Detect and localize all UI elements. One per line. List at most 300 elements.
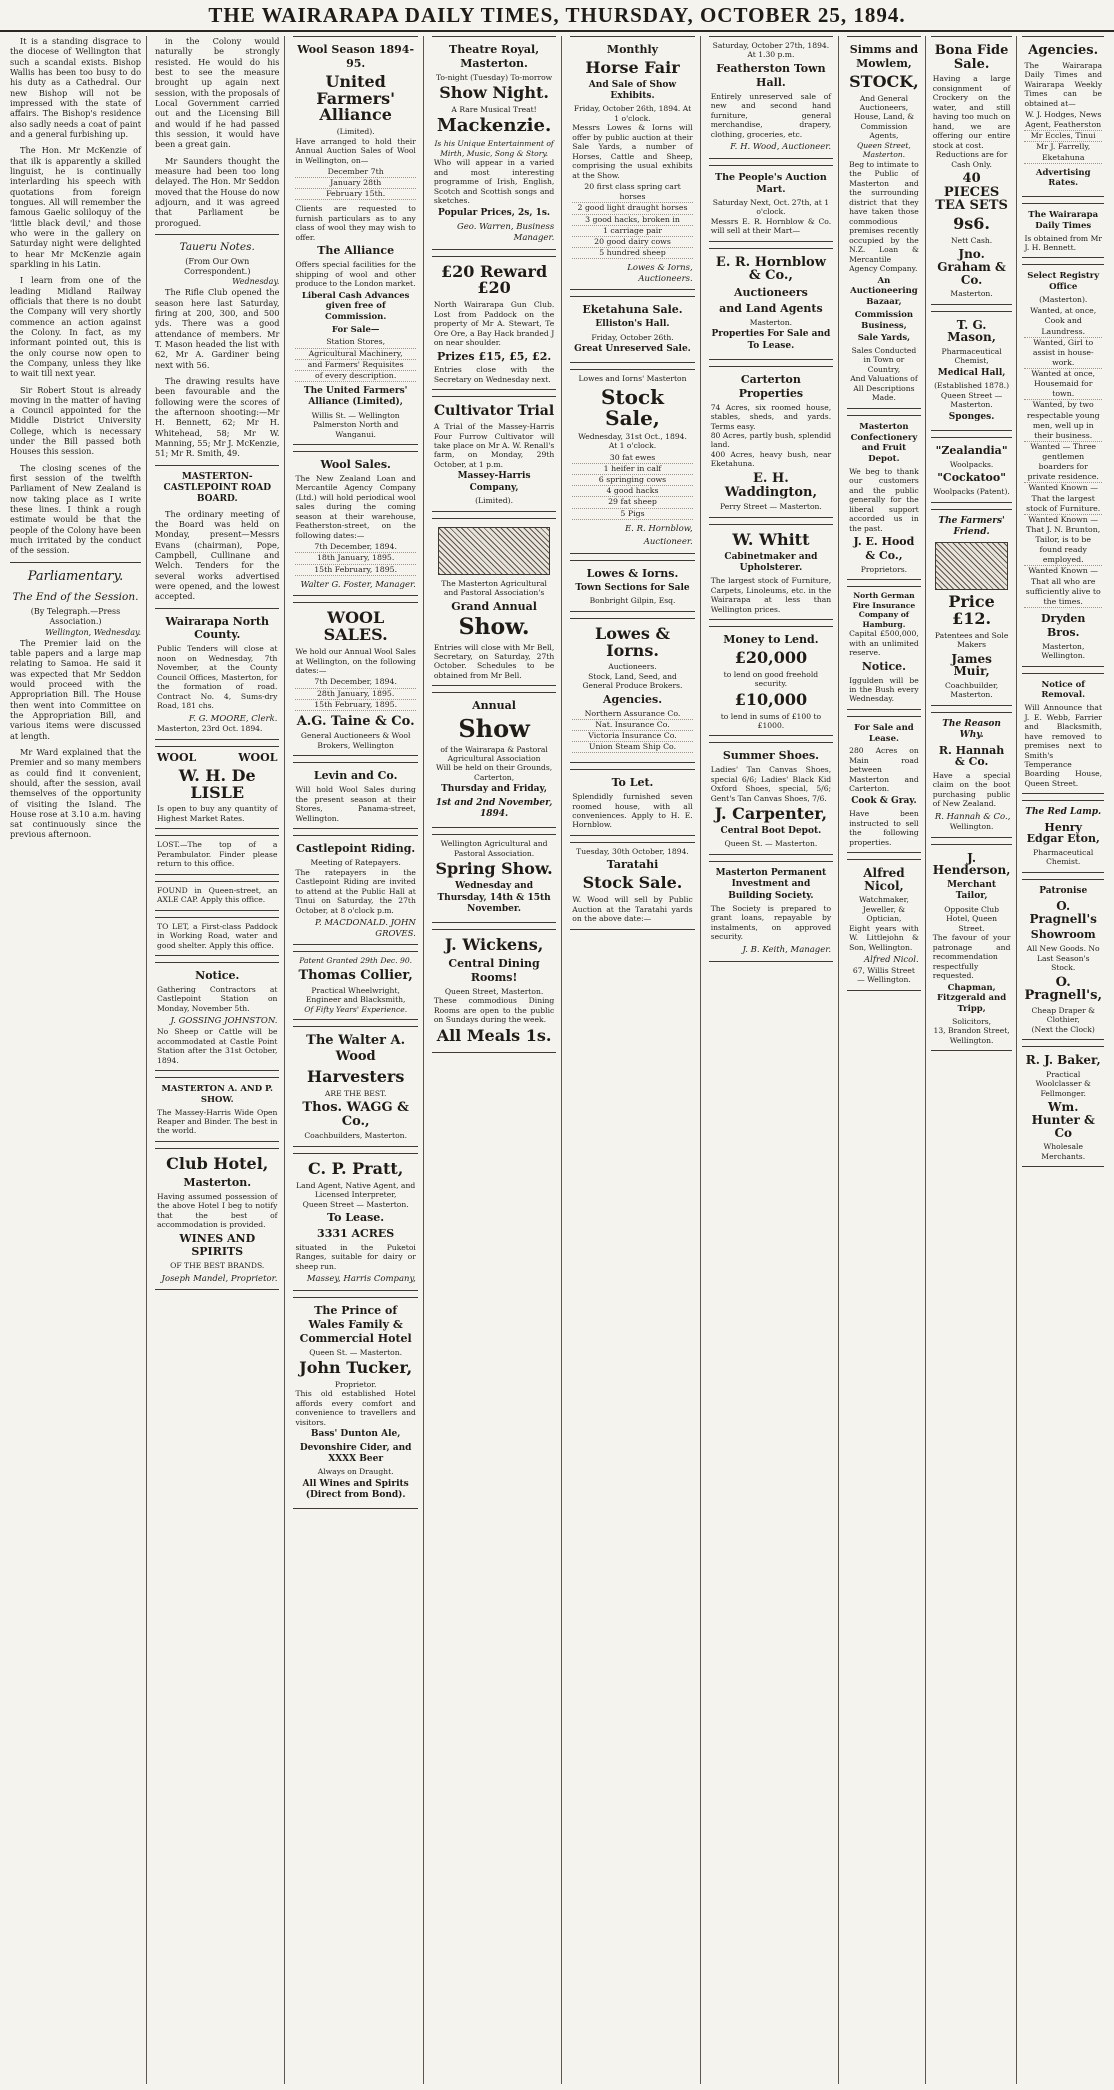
advertisement	[293, 762, 417, 829]
advertisement	[155, 608, 279, 740]
ad-text: A Trial of the Massey-Harris Four Furrow Cultivator will take place on Mr A. W. Renall's farm, on Monday, 29th October, at 1 p.m.	[433, 422, 555, 469]
ad-subtitle: Prizes £15, £5, £2.	[436, 349, 552, 363]
list-item: of every description.	[295, 371, 415, 382]
ad-subtitle: Sale Yards,	[857, 333, 911, 344]
list-item: Northern Assurance Co.	[572, 709, 692, 720]
ad-title: R. J. Baker,	[1025, 1053, 1101, 1068]
ad-text: Sales Conducted in Town or Country,	[851, 345, 917, 374]
advertisement	[847, 716, 921, 853]
advertisement	[709, 248, 833, 360]
advertisement	[570, 769, 694, 836]
ad-subtitle: Advertising Rates.	[1035, 167, 1091, 189]
ad-title: Castlepoint Riding.	[296, 842, 416, 856]
ad-text: These commodious Dining Rooms are open to the public on Sundays during the week.	[433, 996, 555, 1025]
ad-subtitle: And General Auctioneers, House, Land, & Commission Agents,	[853, 93, 915, 141]
article-paragraph: The Premier laid on the table papers and a large map relating to Samoa. He said it was expected that Mr Seddon would proceed with the Appropriation Bill. The House then went into Committee on the Appropriation Bill, and various items were discussed at length.	[10, 637, 142, 741]
list-item: 15th February, 1895.	[295, 565, 415, 576]
ad-address: Queen Street — Masterton.	[940, 390, 1003, 410]
advertisement	[155, 1148, 279, 1291]
ad-subtitle: of the Wairarapa & Pastoral Agricultural Association	[440, 744, 548, 763]
column-7c	[1022, 36, 1106, 2084]
ad-title: The Wairarapa Daily Times	[1028, 210, 1099, 231]
ad-subtitle: Watchmaker, Jeweller, & Optician,	[858, 895, 909, 924]
ad-text: to lend in sums of £100 to £1000.	[720, 711, 822, 730]
ad-subtitle: Wholesale Merchants.	[1041, 1142, 1086, 1161]
lot-list	[572, 453, 692, 520]
advertisement	[709, 861, 833, 962]
ad-title: E. H. Waddington,	[724, 470, 818, 500]
ad-subtitle: Agencies.	[602, 692, 663, 706]
advertisement	[847, 415, 921, 580]
ad-text: We hold our Annual Wool Sales at Wellington, on the following dates:—	[295, 647, 416, 675]
dateline: Wellington, Wednesday.	[45, 627, 142, 637]
ad-subtitle: Solicitors,	[952, 1016, 992, 1026]
section-subheading: The End of the Session.	[12, 591, 139, 604]
ad-text: Always on Draught.	[317, 1467, 394, 1477]
ad-address: Perry Street — Masterton.	[719, 502, 822, 512]
advertisement	[1022, 800, 1104, 872]
ad-title: Thos. WAGG & Co.,	[302, 1100, 409, 1129]
ad-subtitle: Coachbuilder, Masterton.	[944, 680, 999, 700]
ad-title: Masterton Confectionery and Fruit Depot.	[850, 421, 918, 464]
ad-text: Have arranged to hold their Annual Auction Sales of Wool in Wellington, on—	[295, 136, 416, 165]
advertisement	[1022, 673, 1104, 795]
ad-text: The New Zealand Loan and Mercantile Agency Company (Ltd.) will hold periodical wool sales during the coming season at their warehouse, Featherston-street, on the following dates:—	[295, 473, 416, 540]
list-item: 5 hundred sheep	[572, 248, 692, 259]
ad-text: Have been instructed to sell the following properties.	[849, 809, 919, 847]
article-paragraph: It is a standing disgrace to the diocese of Wellington that such a scandal exists. Bishop Wallis has been too busy to do his duty as a Cathedral. Our new Bishop will not be impressed with the state of affairs. The Bishop's residence also sadly needs a coat of paint and a general furbishing up.	[10, 36, 142, 139]
ad-price: Price £12.	[948, 592, 995, 628]
ad-subtitle: Devonshire Cider, and XXXX Beer	[299, 1442, 412, 1464]
advertisement	[155, 881, 279, 911]
ad-title: Thomas Collier,	[298, 967, 413, 983]
ad-title: W. H. De LISLE	[178, 765, 256, 802]
ad-text: OF THE BEST BRANDS.	[170, 1261, 265, 1271]
ad-subtitle: Commission Business,	[854, 309, 914, 331]
list-item: 20 good dairy cows	[572, 237, 692, 248]
advertisement	[155, 962, 279, 1071]
ad-title: STOCK,	[849, 71, 919, 91]
ad-label: WOOL	[157, 750, 197, 764]
ad-title: C. P. Pratt,	[308, 1158, 404, 1178]
advertisement	[931, 437, 1013, 503]
ad-title: "Zealandia"	[935, 443, 1008, 457]
ad-title: Horse Fair	[585, 57, 680, 77]
ad-subtitle: (Masterton).	[1039, 294, 1088, 304]
list-item: 20 first class spring cart horses	[572, 182, 692, 203]
ad-text: Have a special claim on the boot purchasing public of New Zealand.	[932, 770, 1011, 809]
advertisement	[570, 618, 694, 763]
ad-title: North German Fire Insurance Company of Hamburg.	[852, 591, 916, 629]
ad-text: All New Goods. No Last Season's Stock.	[1026, 944, 1100, 973]
ad-title: Stock Sale,	[600, 384, 665, 430]
ad-subtitle: J. E. Hood & Co.,	[853, 535, 915, 562]
list-item: 30 fat ewes	[572, 453, 692, 464]
ad-subtitle: Cheap Draper & Clothier,	[1031, 1005, 1095, 1025]
list-item: Mr Eccles, Tinui	[1024, 131, 1102, 142]
ad-subtitle: ARE THE BEST.	[324, 1088, 387, 1098]
ad-amount: £20,000	[734, 647, 808, 667]
ad-subtitle: To-night (Tuesday) To-morrow	[435, 72, 553, 82]
advertisement	[293, 1153, 417, 1291]
ad-signature: J. B. Keith, Manager.	[742, 944, 832, 955]
ad-title: The Reason Why.	[942, 718, 1001, 741]
list-item: Wanted at once, Housemaid for town.	[1024, 369, 1102, 400]
ad-text: This old established Hotel affords every comfort and convenience to travellers and visitors.	[295, 1389, 416, 1427]
advertisement	[432, 834, 556, 923]
ad-address: Queen Street — Masterton.	[302, 1199, 409, 1209]
sale-list	[295, 337, 415, 382]
ad-subtitle: General Auctioneers & Wool Brokers, Wellington	[300, 731, 411, 750]
ad-subtitle: An Auctioneering Bazaar,	[850, 275, 918, 308]
list-item: 28th January, 1895.	[295, 689, 415, 700]
ad-text: Who will appear in a varied and most interesting programme of Irish, English, Scotch and Scottish songs and sketches.	[433, 158, 555, 206]
article-paragraph: I learn from one of the leading Midland Railway officials that there is no doubt the Company will very shortly commence an action against the Colony. In fact, as my informant pointed out, this is the only course now open to the Company, unless they like to wait till next year.	[10, 275, 142, 379]
list-item: 6 springing cows	[572, 475, 692, 486]
ad-title: The Prince of Wales Family & Commercial Hotel	[299, 1303, 412, 1345]
advertisement	[847, 36, 921, 409]
advertisement	[1022, 264, 1104, 666]
ad-subtitle: Showroom	[1030, 928, 1096, 942]
ad-subtitle: Central Dining Rooms!	[448, 956, 540, 984]
ad-text: Public Tenders will close at noon on Wednesday, 7th November, at the County Council Offices, Masterton, for the formation of road. Contract No. 4, Sums-dry Road, 181 chs.	[157, 644, 278, 711]
ad-title: The Farmers' Friend.	[938, 515, 1005, 537]
column-7a	[847, 36, 926, 2084]
ad-subtitle: Monthly	[606, 43, 659, 56]
ad-subtitle: Notice.	[861, 659, 907, 673]
ad-subtitle: Lowes and Iorns' Masterton	[578, 374, 687, 384]
ad-subtitle: Grand Annual	[451, 599, 537, 613]
advertisement	[155, 1077, 279, 1142]
ad-text: Capital £500,000, with an unlimited reserve.	[849, 629, 919, 658]
ad-title: Henry Edgar Eton,	[1026, 820, 1100, 846]
list-item: 5 Pigs	[572, 509, 692, 520]
section-heading: MASTERTON-CASTLEPOINT ROAD BOARD.	[163, 471, 271, 505]
advertisement	[293, 451, 417, 596]
ad-title: Lowes & Iorns.	[586, 567, 679, 581]
ad-text: North Wairarapa Gun Club. Lost from Paddock on the property of Mr A. Stewart, Te Ore Ore, a Bay Hack branded J on near shoulder.	[433, 300, 555, 348]
ad-title: Select Registry Office	[1027, 271, 1100, 293]
list-item: and Farmers' Requisites	[295, 360, 415, 371]
ad-subtitle: Bass' Dunton Ale,	[310, 1429, 401, 1440]
ad-text: Entries will close with Mr Bell, Secretary, on Saturday, 27th October. Schedules to be obtained from Mr Bell.	[433, 642, 555, 680]
ad-text: Reductions are for Cash Only.	[935, 150, 1008, 169]
ad-text: Having assumed possession of the above Hotel I beg to notify that the best of accommodation is provided.	[157, 1191, 278, 1230]
advertisement	[709, 524, 833, 620]
advertisement	[432, 396, 556, 511]
ad-subtitle: Sponges.	[948, 411, 995, 422]
advertisement	[847, 859, 921, 991]
ad-signature: Geo. Warren, Business Manager.	[456, 222, 555, 243]
ad-title: All Meals 1s.	[436, 1025, 552, 1045]
ad-title: Alfred Nicol,	[863, 866, 905, 893]
ad-title: Spring Show.	[435, 859, 553, 879]
ad-subtitle: Land Agent, Native Agent, and Licensed Interpreter,	[296, 1180, 416, 1200]
ad-subtitle: Coachbuilders, Masterton.	[304, 1131, 407, 1141]
ad-subtitle: Patronise	[1039, 885, 1088, 896]
advertisement	[1022, 36, 1104, 197]
list-item: 15th February, 1895.	[295, 700, 415, 711]
ad-title: O. Pragnell's,	[1024, 974, 1102, 1004]
ad-subtitle: Properties For Sale and To Lease.	[711, 329, 831, 351]
ad-date: Saturday, October 27th, 1894. At 1.30 p.m.	[712, 41, 830, 60]
ad-title: The Red Lamp.	[1025, 807, 1102, 818]
ad-address: Masterton.	[749, 317, 793, 327]
dateline: Wednesday.	[232, 277, 280, 287]
ad-title: Jno. Graham & Co.	[937, 247, 1006, 287]
ad-address: Queen St. — Masterton.	[724, 839, 818, 849]
ad-signature: Auctioneer.	[643, 537, 693, 548]
ad-title: £20 Reward £20	[440, 261, 548, 298]
ad-title: W. Whitt	[732, 529, 810, 549]
ad-title: Lowes & Iorns.	[595, 623, 670, 660]
ad-subtitle: 3331 ACRES	[317, 1226, 395, 1240]
ad-title: To Let.	[611, 776, 654, 790]
ad-subtitle: Town Sections for Sale	[575, 582, 690, 593]
ad-subtitle: Central Boot Depot.	[720, 826, 822, 837]
ad-text: 280 Acres on Main road between Masterton and Carterton.	[849, 746, 919, 794]
ad-subtitle: The United Farmers' Alliance (Limited),	[303, 385, 408, 408]
advertisement	[570, 369, 694, 554]
ad-signature: F. G. MOORE, Clerk.	[188, 713, 278, 724]
ad-text: Entirely unreserved sale of new and second hand furniture, general merchandise, drapery, clothing, groceries, etc.	[710, 91, 832, 139]
ad-title: Wm. Hunter & Co	[1031, 1100, 1095, 1140]
advertisement	[931, 844, 1013, 1051]
ad-title: Eketahuna Sale.	[582, 303, 683, 317]
ad-title: Wairarapa North County.	[165, 614, 269, 642]
advertisement	[931, 712, 1013, 838]
advertisement	[847, 586, 921, 710]
masthead	[0, 0, 1114, 32]
advertisement	[709, 742, 833, 854]
advertisement	[931, 311, 1013, 431]
ad-text: The ratepayers in the Castlepoint Riding are invited to attend at the Public Hall at Tinui on Saturday, the 27th October, at 8 o'clock p.m.	[295, 867, 416, 915]
ad-title: United Farmers' Alliance	[316, 71, 396, 125]
ad-subtitle: Practical Woolclasser & Fellmonger.	[1035, 1069, 1091, 1098]
list-item: 7th December, 1894.	[295, 677, 415, 688]
ad-subtitle: Dryden Bros.	[1041, 611, 1086, 639]
ad-text: Patent Granted 29th Dec. 90.	[299, 956, 413, 966]
advertisement	[155, 835, 279, 874]
ad-signature: Massey, Harris Company,	[306, 1274, 416, 1285]
ad-text: Is open to buy any quantity of Highest Market Rates.	[157, 804, 278, 823]
section-heading: Parliamentary.	[27, 568, 124, 584]
ad-subtitle: Is his Unique Entertainment of Mirth, Music, Song & Story.	[434, 139, 554, 158]
ad-title: Levin and Co.	[313, 769, 398, 783]
ad-title: The People's Auction Mart.	[715, 171, 827, 195]
list-item: Agricultural Machinery,	[295, 349, 415, 360]
ad-date: Masterton, 23rd Oct. 1894.	[157, 724, 263, 734]
advertisement	[293, 602, 417, 756]
ad-subtitle: Masterton.	[183, 1175, 252, 1189]
ad-text: (Next the Clock)	[1031, 1024, 1095, 1034]
list-item: December 7th	[295, 167, 415, 178]
ad-title: Theatre Royal, Masterton.	[449, 43, 540, 70]
ad-title: James Muir,	[951, 651, 992, 679]
list-item: Wanted — Three gentlemen boarders for private residence.	[1024, 442, 1102, 484]
ad-text: Messrs Lowes & Iorns will offer by public auction at their Sale Yards, a number of Horses, Cattle and Sheep, comprising the usual exhibits at the Show.	[572, 123, 693, 180]
article-paragraph: The Hon. Mr McKenzie of that ilk is apparently a skilled linguist, he is continually interlarding his speech with quotations from foreign tongues. All will remember the famous Gaelic soliloquy of the 'little black devil,' and those who were in the gallery on Saturday night were delighted to hear Mr McKenzie again sparkling in his Latin.	[10, 145, 142, 269]
ad-subtitle: Cabinetmaker and Upholsterer.	[724, 551, 818, 573]
list-item: 29 fat sheep	[572, 497, 692, 508]
ad-subtitle: The Alliance	[317, 244, 395, 258]
ad-date: Tuesday, 30th October, 1894.	[576, 846, 689, 856]
ad-text: Palmerston North and Wanganui.	[312, 420, 399, 439]
ad-text: Will Announce that J. E. Webb, Farrier and Blacksmith, have removed to premises next to Smith's Temperance Boarding House, Queen Street.	[1024, 703, 1102, 788]
ad-date: Wednesday, 31st Oct., 1894.	[578, 431, 687, 441]
ad-date: Friday, October 26th, 1894. At 1 o'clock.	[573, 104, 692, 123]
ad-text: Eight years with W. Littlejohn & Son, Wellington.	[849, 923, 919, 952]
date-list	[295, 542, 415, 575]
ad-subtitle: Pharmaceutical Chemist.	[1033, 847, 1094, 867]
list-item: Wanted Known — That all who are sufficiently alive to the times.	[1024, 566, 1102, 608]
ad-subtitle: All Wines and Spirits (Direct from Bond).	[302, 1478, 409, 1500]
section-heading: Taueru Notes.	[179, 240, 255, 253]
ad-title: Agencies.	[1028, 43, 1099, 58]
list-item: 1 heifer in calf	[572, 464, 692, 475]
list-item: Wanted, Girl to assist in house-work.	[1024, 338, 1102, 369]
column-3	[291, 36, 423, 2084]
list-item: 2 good light draught horses	[572, 203, 692, 214]
column-2	[153, 36, 285, 2084]
article-paragraph: Mr Ward explained that the Premier and so many members as could find it convenient, should, after the session, avail themselves of the opportunity of visiting the Island. The House rose at 3.10 a.m. having sat continuously since the previous afternoon.	[10, 746, 142, 840]
ad-title: Show	[458, 714, 530, 744]
ad-subtitle: Thursday and Friday,	[441, 784, 548, 795]
ad-text: We beg to thank our customers and the public generally for the liberal support accorded us in the past.	[849, 466, 919, 533]
ad-subtitle: 1st and 2nd November, 1894.	[435, 797, 553, 820]
advertisement	[570, 36, 694, 290]
ad-signature: F. H. Wood, Auctioneer.	[730, 142, 832, 153]
list-item: Nat. Insurance Co.	[572, 720, 692, 731]
ad-subtitle: And Sale of Show Exhibits.	[588, 79, 677, 101]
ad-text: (Established 1878.)	[934, 381, 1010, 391]
ad-text: The Wairarapa Daily Times and Wairarapa Weekly Times can be obtained at—	[1024, 60, 1102, 108]
ad-price: 9s6.	[953, 214, 990, 234]
ad-subtitle: Stock, Land, Seed, and General Produce Brokers.	[582, 671, 683, 691]
ad-text: Clients are requested to furnish particulars as to any class of wool they may wish to offer.	[295, 204, 416, 242]
ad-title: MASTERTON A. AND P. SHOW.	[161, 1084, 273, 1105]
ad-title: Money to Lend.	[723, 633, 819, 647]
ad-time: At 1 o'clock.	[608, 441, 657, 451]
ad-address: Wellington.	[949, 822, 994, 832]
ad-address: 67, Willis Street — Wellington.	[852, 965, 915, 985]
ad-title: Chapman, Fitzgerald and Tripp,	[937, 982, 1007, 1014]
ad-subtitle: Woolpacks (Patent).	[933, 487, 1010, 497]
list-item: 1 carriage pair	[572, 226, 692, 237]
ad-title: Simms and Mowlem,	[849, 43, 919, 70]
page-columns	[8, 36, 1106, 2084]
advertisement	[432, 518, 556, 687]
byline: (From Our Own Correspondent.)	[184, 257, 251, 277]
ad-subtitle: Popular Prices, 2s, 1s.	[438, 207, 551, 218]
article-paragraph: in the Colony would naturally be strongly resisted. He would do his best to see the measure brought up again next session, with the proposals of Local Government carried out and the Licensing Bill and would if he had passed this session, it would have been a great gain.	[155, 36, 280, 150]
list-item: Station Stores,	[295, 337, 415, 348]
ad-text: The largest stock of Furniture, Carpets, Linoleums, etc. in the Wairarapa at less than Wellington prices.	[710, 576, 832, 614]
ad-title: Notice of Removal.	[1041, 679, 1086, 701]
ad-text: Patentees and Sole Makers	[934, 630, 1009, 650]
machinery-engraving	[935, 542, 1008, 590]
column-7	[845, 36, 1106, 2084]
advertisement	[432, 36, 556, 250]
list-item: W. J. Hodges, News Agent, Featherston	[1024, 110, 1102, 131]
ad-title: The Walter A. Wood	[306, 1033, 406, 1065]
ad-subtitle: (Limited).	[475, 496, 513, 506]
article-paragraph: Sir Robert Stout is already moving in the matter of having a Council appointed for the Middle District University College, which is necessary under the Bill passed both Houses this session.	[10, 384, 142, 457]
date-list	[295, 167, 415, 200]
advertisement	[1022, 879, 1104, 1041]
list-item: January 28th	[295, 178, 415, 189]
ad-text: Offers special facilities for the shipping of wool and other produce to the London market.	[295, 260, 416, 289]
list-item: Mr J. Farrelly, Eketahuna	[1024, 142, 1102, 163]
advertisement	[931, 509, 1013, 706]
ad-tagline: A Rare Musical Treat!	[451, 105, 537, 114]
column-6	[707, 36, 839, 2084]
column-1	[8, 36, 147, 2084]
advertisement	[709, 366, 833, 518]
ad-title: Notice.	[195, 969, 240, 983]
list-item: 7th December, 1894.	[295, 542, 415, 553]
ad-text: The Massey-Harris Wide Open Reaper and Binder. The best in the world.	[157, 1107, 278, 1136]
article-paragraph: The Rifle Club opened the season here last Saturday, firing at 200, 300, and 500 yds. There was a good attendance of members. Mr T. Mason headed the list with 62, Mr A. Gardiner being next with 56.	[155, 287, 280, 370]
ad-text: Will hold Wool Sales during the present season at their Stores, Panama-street, Wellington.	[295, 785, 416, 823]
ad-signature: Walter G. Foster, Manager.	[300, 579, 416, 590]
ad-signature: E. R. Hornblow,	[624, 523, 693, 534]
ad-title: Summer Shoes.	[722, 749, 819, 763]
ad-address: Queen Street, Masterton.	[857, 140, 911, 160]
ad-subtitle: The Masterton Agricultural and Pastoral Association's	[441, 578, 547, 598]
advertisement	[293, 36, 417, 445]
classified-item: TO LET, a First-class Paddock in Working Road, water and good shelter. Apply this office.	[157, 921, 278, 950]
ad-title: 40 PIECES TEA SETS	[935, 171, 1008, 214]
ad-text: And Valuations of All Descriptions Made.	[850, 374, 918, 403]
advertisement	[709, 36, 833, 159]
ad-subtitle: Cook & Gray.	[851, 795, 917, 806]
ad-text: Is obtained from Mr J. H. Bennett.	[1024, 233, 1102, 252]
ad-text: Ladies' Tan Canvas Shoes, special 6/6; Ladies' Black Kid Oxford Shoes, special, 5/6; Gent's Tan Canvas Shoes, 7/6.	[710, 765, 832, 803]
ad-text: W. Wood will sell by Public Auction at the Taratahi yards on the above date:—	[572, 895, 693, 924]
ad-title: O. Pragnell's	[1029, 899, 1097, 926]
ad-address: Opposite Club Hotel, Queen Street.	[944, 904, 999, 933]
column-5	[568, 36, 700, 2084]
ad-address: 13, Brandon Street, Wellington.	[933, 1026, 1010, 1045]
list-item: 18th January, 1895.	[295, 553, 415, 564]
ad-date: Friday, October 26th.	[591, 332, 674, 342]
lot-list	[572, 182, 692, 259]
ad-subtitle: To Lease.	[327, 1211, 385, 1225]
ad-signature: R. Hannah & Co.,	[934, 811, 1011, 822]
ad-title: T. G. Mason,	[947, 317, 996, 345]
ad-title: Stock Sale.	[582, 873, 683, 893]
article-paragraph: The closing scenes of the first session of the twelfth Parliament of New Zealand is now taking place as I write these lines. I think a rough estimate would be that the people of the Colony have been much irritated by the conduct of the session.	[10, 462, 142, 556]
article-paragraph: The drawing results have been favourable and the following were the scores of the afternoon shooting:—Mr H. Bennett, 62; Mr H. Whitehead, 58; Mr W. Manning, 55; Mr J. McKenzie, 51; Mr R. Smith, 49.	[155, 375, 280, 459]
ad-subtitle: Woolpacks.	[949, 459, 994, 469]
ad-subtitle: For Sale—	[331, 324, 380, 335]
ad-title: WOOL SALES.	[323, 608, 388, 645]
ad-text: Gathering Contractors at Castlepoint Station on Monday, November 5th.	[157, 985, 278, 1013]
classified-item: LOST.—The top of a Perambulator. Finder please return to this office.	[157, 840, 278, 869]
ad-title: Club Hotel,	[166, 1153, 269, 1173]
advertisement	[709, 626, 833, 736]
ad-signature: Joseph Mandel, Proprietor.	[161, 1273, 278, 1284]
divider	[10, 562, 141, 563]
ad-subtitle: and Land Agents	[719, 301, 823, 315]
advertisement	[1022, 203, 1104, 258]
ad-text: 80 Acres, partly bush, splendid land.	[710, 431, 832, 450]
divider	[155, 465, 279, 466]
ad-address: Queen Street, Masterton.	[444, 986, 544, 996]
ad-title: Featherston Town Hall.	[716, 61, 826, 89]
byline: (By Telegraph.—Press Association.)	[30, 607, 121, 627]
